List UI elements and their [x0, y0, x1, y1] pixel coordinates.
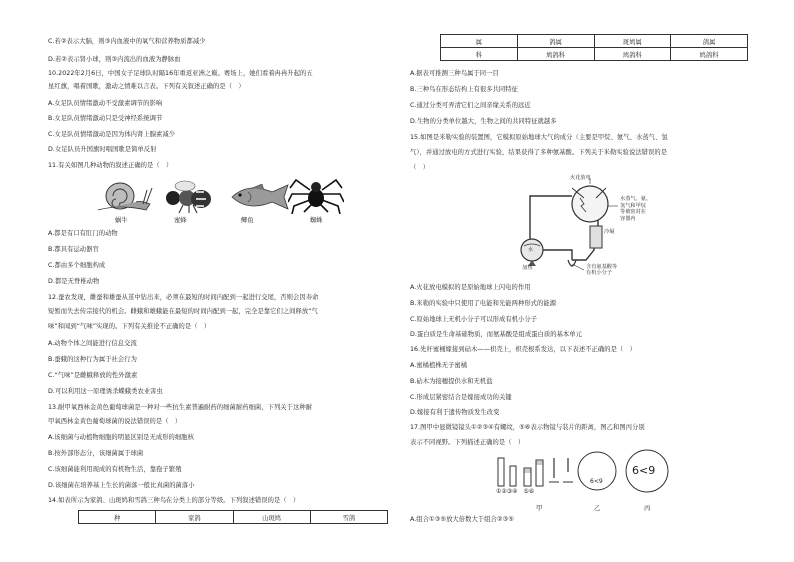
classification-table-bottom [440, 34, 748, 61]
question-15-stem: 气），并通过放电的方式进行实验，结果获得了多种氨基酸。下列关于米勒实验说法错误的是 [410, 149, 668, 156]
text-line: C.若②表示大脑，则③内血液中的氧气和营养物质都减少 [48, 38, 206, 45]
table-row [441, 35, 748, 48]
question-13-stem: 13.耐甲氧西林金黄色葡萄球菌是一种对一些抗生素普遍耐药的细菌耐药细菌，下列关于这种耐 [48, 404, 313, 411]
question-15-stem: 15.如图是米勒实验的装置图，它模拟原始地球大气的成分（主要是甲烷、氨气、水蒸气、氢 [410, 134, 668, 141]
figure-label-bing: 丙 [644, 505, 651, 512]
option-d: D.该细菌在培养基上生长的菌落一般比真菌的菌落小 [48, 482, 195, 489]
label-result-line: 有机小分子 [586, 270, 612, 277]
animal-caption-carp: 鲫鱼 [241, 217, 254, 224]
option-a: A.该细菌与动植物细胞的明显区别是无成形的细胞核 [48, 434, 194, 441]
label-result-line: 含有氨基酸等 [586, 264, 618, 270]
option-b: B.米勒的实验中只使用了电能和光能两种形式的能源 [410, 300, 557, 307]
label-cool: 冷凝 [604, 229, 615, 235]
question-17-stem: 表示不同视野。下列描述正确的是（ ） [410, 439, 525, 446]
classification-table-top [78, 510, 388, 524]
table-cell: 家鸽 [156, 511, 233, 524]
figure-label-jia: 甲 [536, 505, 543, 512]
option-c: C.原始地球上无机小分子可以形成有机小分子 [410, 316, 538, 323]
option-c: C.都由多个细胞构成 [48, 262, 106, 269]
table-cell: 斑鸠属 [594, 35, 671, 48]
bee-image [163, 180, 213, 214]
question-15-stem: （ ） [410, 164, 430, 171]
table-cell: 鸽属 [671, 35, 748, 48]
label-spark: 火花放电 [570, 175, 591, 181]
table-cell: 属 [441, 35, 518, 48]
option-a: A.都是有口有肛门的动物 [48, 230, 118, 237]
question-17-stem: 17.图甲中显微镜镜头①②③④有螺纹，⑤⑥表示物镜与装片的距离，图乙和图丙分别 [410, 424, 645, 431]
label-gases-line: 水蒸气、氨、 [620, 196, 652, 202]
option-b: B.都具有运动器官 [48, 246, 99, 253]
option-a: A.火花放电模拟的是原始地球上闪电的作用 [410, 284, 531, 291]
option-d: D.女足队员升国旗时唱国歌是简单反射 [48, 146, 157, 153]
option-c: C.形成层紧密结合是嫁接成功的关键 [410, 394, 512, 401]
table-row [79, 511, 388, 524]
option-d: D.可以利用这一原理诱杀蝶蛾类农业害虫 [48, 388, 163, 395]
label-heat: 加热 [522, 265, 533, 271]
table-cell: 鸽属 [517, 35, 594, 48]
table-cell: 雪鸽 [310, 511, 387, 524]
left-column [48, 0, 396, 562]
table-cell: 鸠鸽科 [594, 48, 671, 61]
animal-caption-spider: 蜘蛛 [310, 217, 323, 224]
crucian-carp-image [228, 182, 292, 212]
table-cell: 山斑鸠 [233, 511, 310, 524]
option-a: A.据表可推测三种鸟属于同一目 [410, 70, 499, 77]
option-a: A.组合①③⑤放大倍数大于组合②③⑤ [410, 516, 514, 523]
lens-numbers: ①②③④ ⑤⑥ [496, 488, 535, 495]
text-line: D.若②表示肾小球，则③内流出的血液为静脉血 [48, 56, 181, 63]
label-result [586, 264, 617, 276]
table-cell: 鸠鸽科 [671, 48, 748, 61]
figure-label-yi: 乙 [594, 505, 601, 512]
spider-image [288, 174, 344, 214]
view-yi-text: 6<9 [590, 478, 603, 485]
view-circle-yi [576, 450, 618, 492]
table-cell: 种 [79, 511, 156, 524]
option-d: D.都是无脊椎动物 [48, 278, 100, 285]
option-c: C.该细菌能利用现成的有机物生活，靠孢子繁殖 [48, 466, 182, 473]
label-water: 水 [528, 247, 534, 253]
option-d: D.嫁接有利于遗传物质发生改变 [410, 409, 500, 416]
table-cell: 科 [441, 48, 518, 61]
question-12-stem: 短暂而失去传宗接代的机会。雌蛾和雄蛾能在最短的时间内配到一起，完全是靠它们之间释放“气 [48, 308, 318, 315]
animal-caption-snail: 蜗牛 [115, 217, 128, 224]
view-bing-text: 6<9 [632, 464, 656, 477]
question-10-stem: 星红旗，唱着国歌，激动之情难以言表。下列有关叙述正确的是（ ） [48, 83, 245, 90]
option-a: A.蜜橘植株无子蜜橘 [410, 362, 468, 369]
option-b: B.砧木为接穗提供水和无机盐 [410, 378, 493, 385]
question-12-stem: 味”和闻到“气味”实现的。下列有关推论不正确的是（ ） [48, 323, 211, 330]
question-11-stem: 11.有关如图几种动物的叙述正确的是（ ） [48, 162, 173, 169]
question-16-stem: 16.先秆蜜桶嫁接到砧木——枳壳上，枳壳根系发达，以下表述不正确的是（ ） [410, 346, 636, 353]
question-13-stem: 甲氧西林金黄色葡萄球菌的说法错误的是（ ） [48, 418, 182, 425]
option-a: A.动物个体之间能进行信息交流 [48, 340, 137, 347]
label-gases-line: 容器内 [620, 215, 636, 222]
option-c: C.“气味”是雌蛾释放的性外激素 [48, 372, 138, 379]
option-b: B.女足队员情绪激动只是受神经系统调节 [48, 115, 163, 122]
option-b: B.三种鸟在形态结构上有很多共同特征 [410, 86, 518, 93]
animal-caption-bee: 蜜蜂 [174, 217, 187, 224]
option-c: C.通过分类可弄清它们之间亲缘关系的远近 [410, 102, 531, 109]
label-gases [620, 196, 651, 222]
miller-apparatus-diagram [510, 176, 650, 276]
question-10-stem: 10.2022年2月6日，中国女子足球队时隔16年重返亚洲之巅。赛场上，她们看着冉冉升起的五 [48, 70, 313, 77]
label-gases-line: 氢气和甲烷 [620, 202, 646, 209]
option-c: C.女足队员情绪激动是因为体内肾上腺素减少 [48, 131, 176, 138]
option-b: B.按外部形态分，该细菌属于球菌 [48, 450, 144, 457]
question-12-stem: 12.蚕农发现，雌蚕和雄蚕从茧中钻出来，必须在最短的时间内配到一起进行交尾，否则会因寿命 [48, 294, 319, 301]
table-cell: 鸠鸽科 [517, 48, 594, 61]
option-d: D.生物的分类单位越大，生物之间的共同特征就越多 [410, 118, 557, 125]
label-gases-line: 等被密封在 [620, 209, 646, 215]
table-row [441, 48, 748, 61]
snail-image [90, 174, 156, 214]
option-a: A.女足队员情绪激动不受激素调节的影响 [48, 100, 163, 107]
option-d: D.蛋白质是生命基础物质，而氨基酸是组成蛋白质的基本单元 [410, 331, 582, 338]
right-column [410, 0, 755, 562]
question-14-stem: 14.如表所示为家鸽、山斑鸠和雪鸽三种鸟在分类上的部分等级。下列叙述错误的是（ ） [48, 497, 300, 504]
option-b: B.蚕蛾的这种行为属于社会行为 [48, 356, 137, 363]
